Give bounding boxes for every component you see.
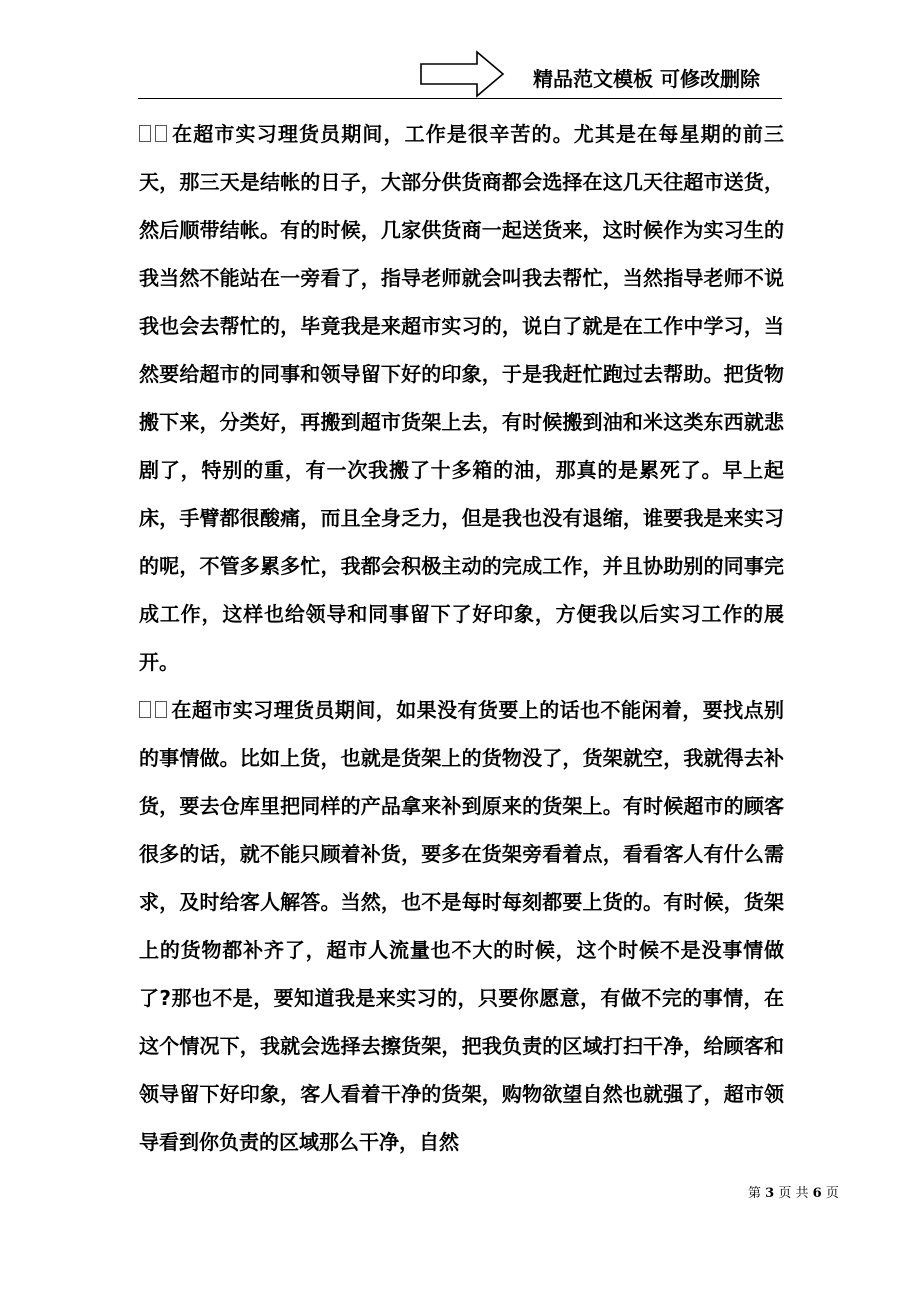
paragraph-1 [139, 110, 784, 686]
paragraph-2 [139, 686, 784, 1166]
right-arrow-icon [419, 50, 505, 98]
total-pages-number: 6 [812, 1186, 822, 1201]
header-title: 精品范文模板 可修改删除 [533, 67, 760, 91]
paragraph-text: 在超市实习理货员期间，如果没有货要上的话也不能闲着，要找点别的事情做。比如上货，也就是货架上的货物没了，货架就空，我就得去补货，要去仓库里把同样的产品拿来补到原来的货架上。有时候超市的顾客很多的话，就不能只顾着补货，要多在货架旁看着点，看看客人有什么需求，及时给客人解答。当然，也不是每时每刻都要上货的。有时候，货架上的货物都补齐了，超市人流量也不大的时候，这个时候不是没事情做了?那也不是，要知道我是来实习的，只要你愿意，有做不完的事情，在这个情况下，我就会选择去擦货架，把我负责的区域打扫干净，给顾客和领导留下好印象，客人看着干净的货架，购物欲望自然也就强了，超市领导看到你负责的区域那么干净，自然 [139, 698, 784, 1154]
indent-placeholder-icon [155, 701, 167, 718]
current-page-number: 3 [765, 1186, 775, 1201]
indent-placeholder-icon [139, 701, 151, 718]
indent-placeholder-icon [155, 125, 167, 142]
paragraph-text: 在超市实习理货员期间，工作是很辛苦的。尤其是在每星期的前三天，那三天是结帐的日子，大部分供货商都会选择在这几天往超市送货，然后顺带结帐。有的时候，几家供货商一起送货来，这时候作为实习生的我当然不能站在一旁看了，指导老师就会叫我去帮忙，当然指导老师不说我也会去帮忙的，毕竟我是来超市实习的，说白了就是在工作中学习，当然要给超市的同事和领导留下好的印象，于是我赶忙跑过去帮助。把货物搬下来，分类好，再搬到超市货架上去，有时候搬到油和米这类东西就悲剧了，特别的重，有一次我搬了十多箱的油，那真的是累死了。早上起床，手臂都很酸痛，而且全身乏力，但是我也没有退缩，谁要我是来实习的呢，不管多累多忙，我都会积极主动的完成工作，并且协助别的同事完成工作，这样也给领导和同事留下了好印象，方便我以后实习工作的展开。 [139, 122, 784, 674]
footer-suffix: 页 [825, 1186, 839, 1201]
indent-placeholder-icon [139, 125, 151, 142]
document-body [139, 110, 784, 1166]
footer-prefix: 第 [748, 1186, 762, 1201]
footer-mid: 页 共 [778, 1186, 809, 1201]
header-divider [138, 98, 782, 99]
page-footer [748, 1182, 839, 1201]
